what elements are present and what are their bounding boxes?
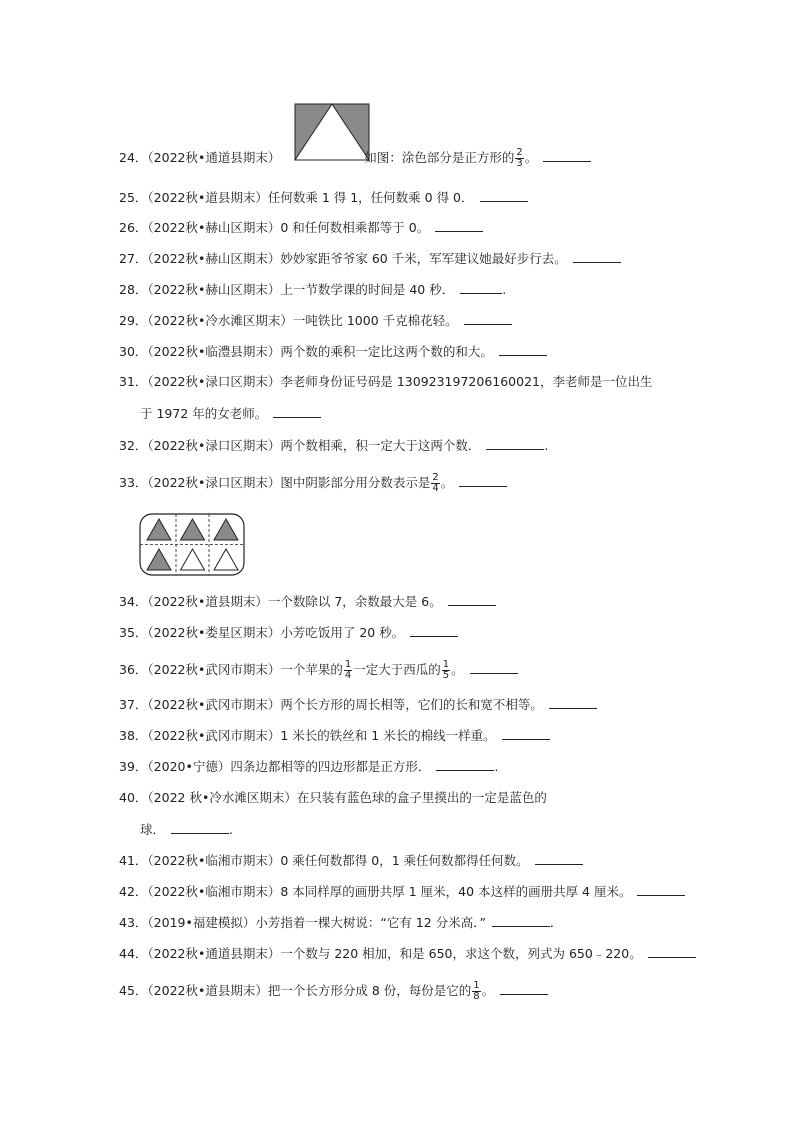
number-dot: ． [134, 662, 148, 677]
question-text: 四条边都相等的四边形都是正方形． [230, 759, 431, 774]
answer-blank[interactable] [502, 727, 550, 740]
question-number: 40 [119, 790, 135, 805]
question-text: 一个苹果的 [280, 662, 343, 677]
question-38 [119, 727, 550, 744]
trailing-period: . [544, 438, 549, 453]
fraction-2-denominator: 5 [442, 670, 450, 681]
question-text-tail: 。 [481, 983, 495, 998]
number-dot: ． [134, 220, 148, 235]
question-number: 24 [119, 150, 135, 165]
question-number: 31 [119, 374, 135, 389]
question-number: 35 [119, 625, 135, 640]
number-dot: ． [134, 983, 148, 998]
number-dot: ． [134, 475, 148, 490]
question-text: 李老师身份证号码是 130923197206160021，李老师是一位出生 [280, 374, 653, 389]
question-text: 8 本同样厚的画册共厚 1 厘米，40 本这样的画册共厚 4 厘米。 [280, 884, 632, 899]
answer-blank[interactable] [480, 189, 528, 202]
question-number: 45 [119, 983, 135, 998]
fraction [515, 148, 523, 169]
fraction-numerator: 2 [432, 472, 439, 483]
answer-blank[interactable] [637, 883, 685, 896]
number-dot: ． [134, 282, 148, 297]
question-text: 1 米长的铁丝和 1 米长的棉线一样重。 [280, 728, 496, 743]
question-37 [119, 696, 597, 713]
question-number: 33 [119, 475, 135, 490]
question-24 [119, 148, 591, 169]
number-dot: ． [134, 759, 148, 774]
question-source: （2022秋•赫山区期末） [147, 282, 281, 297]
question-source: （2022秋•临澧县期末） [147, 344, 281, 359]
answer-blank[interactable] [500, 982, 548, 995]
number-dot: ． [134, 594, 148, 609]
question-number: 29 [119, 313, 135, 328]
answer-blank[interactable] [464, 312, 512, 325]
question-28 [119, 281, 506, 298]
question-text: 小芳吃饭用了 20 秒。 [280, 625, 405, 640]
question-number: 43 [119, 915, 135, 930]
question-36 [119, 660, 518, 681]
question-29 [119, 312, 512, 329]
question-text: 一个数与 220 相加，和是 650，求这个数，列式为 650﹣220。 [280, 946, 642, 961]
question-40-continuation [140, 821, 233, 838]
number-dot: ． [134, 853, 148, 868]
question-text-tail: 。 [440, 475, 454, 490]
question-source: （2022秋•武冈市期末） [147, 662, 281, 677]
trailing-period: . [229, 822, 233, 837]
answer-blank[interactable] [486, 437, 544, 450]
answer-blank[interactable] [549, 696, 597, 709]
answer-blank[interactable] [273, 405, 321, 418]
question-text: 两个数的乘积一定比这两个数的和大。 [280, 344, 493, 359]
question-text: 0 乘任何数都得 0，1 乘任何数都得任何数。 [280, 853, 529, 868]
question-text: 把一个长方形分成 8 份，每份是它的 [267, 983, 472, 998]
question-45 [119, 981, 548, 1002]
question-text: 在只装有蓝色球的盒子里摸出的一定是蓝色的 [296, 790, 547, 805]
question-source: （2022秋•道县期末） [147, 983, 268, 998]
answer-blank[interactable] [410, 624, 458, 637]
fraction-numerator: 1 [344, 659, 352, 670]
question-text: 上一节数学课的时间是 40 秒． [280, 282, 455, 297]
question-34 [119, 593, 496, 610]
answer-blank[interactable] [470, 661, 518, 674]
number-dot: ． [134, 313, 148, 328]
question-43 [119, 914, 554, 931]
question-source: （2022秋•渌口区期末） [147, 438, 281, 453]
question-39 [119, 758, 498, 775]
answer-blank[interactable] [460, 281, 502, 294]
number-dot: ． [134, 697, 148, 712]
question-text: 两个数相乘，积一定大于这两个数． [280, 438, 481, 453]
question-source: （2022秋•娄星区期末） [147, 625, 281, 640]
question-number: 41 [119, 853, 135, 868]
question-number: 27 [119, 251, 135, 266]
question-source: （2022秋•道县期末） [147, 594, 268, 609]
number-dot: ． [134, 251, 148, 266]
question-number: 42 [119, 884, 135, 899]
question-number: 34 [119, 594, 135, 609]
question-source: （2022秋•通道县期末） [147, 150, 281, 165]
answer-blank[interactable] [543, 149, 591, 162]
question-25 [119, 189, 528, 206]
question-number: 37 [119, 697, 135, 712]
fraction-denominator: 3 [516, 158, 523, 169]
fraction-2 [442, 660, 450, 681]
question-text: 0 和任何数相乘都等于 0。 [280, 220, 430, 235]
answer-blank[interactable] [573, 250, 621, 263]
question-source: （2022秋•渌口区期末） [147, 475, 281, 490]
question-number: 30 [119, 344, 135, 359]
fraction [431, 473, 439, 494]
answer-blank[interactable] [459, 474, 507, 487]
fraction-numerator: 1 [473, 980, 480, 991]
fraction-denominator: 4 [344, 670, 352, 681]
question-number: 25 [119, 190, 135, 205]
question-source: （2022秋•赫山区期末） [147, 251, 281, 266]
trailing-period: . [502, 282, 507, 297]
question-text: 妙妙家距爷爷家 60 千米，军军建议她最好步行去。 [280, 251, 567, 266]
question-40 [119, 790, 547, 806]
number-dot: ． [134, 884, 148, 899]
triangles-box-figure [139, 513, 245, 576]
question-text: 如图：涂色部分是正方形的 [364, 150, 515, 165]
question-33 [119, 473, 507, 494]
question-text: 两个长方形的周长相等，它们的长和宽不相等。 [280, 697, 543, 712]
question-source: （2022秋•临湘市期末） [147, 884, 281, 899]
number-dot: ． [134, 946, 148, 961]
question-text: 任何数乘 1 得 1，任何数乘 0 得 0． [267, 190, 474, 205]
trailing-period: . [549, 915, 554, 930]
question-text: 一吨铁比 1000 千克棉花轻。 [292, 313, 458, 328]
question-41 [119, 852, 583, 869]
question-number: 38 [119, 728, 135, 743]
question-text: 小芳指着一棵大树说：“它有 12 分米高．” [255, 915, 486, 930]
question-source: （2022秋•临湘市期末） [147, 853, 281, 868]
number-dot: ． [134, 374, 148, 389]
question-32 [119, 437, 548, 454]
question-44 [119, 945, 696, 962]
fraction-denominator: 8 [473, 991, 480, 1002]
number-dot: ． [134, 190, 148, 205]
fraction-2-numerator: 1 [442, 659, 450, 670]
number-dot: ． [134, 915, 148, 930]
fraction [472, 981, 480, 1002]
fraction-numerator: 2 [516, 147, 523, 158]
question-source: （2022秋•武冈市期末） [147, 697, 281, 712]
question-35 [119, 624, 458, 641]
question-source: （2020•宁德） [147, 759, 231, 774]
number-dot: ． [134, 790, 148, 805]
question-text-continued: 球． [140, 822, 166, 837]
answer-blank[interactable] [492, 914, 550, 927]
question-text-tail: 。 [451, 662, 464, 677]
fraction [344, 660, 352, 681]
answer-blank[interactable] [535, 852, 583, 865]
trailing-period: . [494, 759, 499, 774]
number-dot: ． [134, 438, 148, 453]
answer-blank[interactable] [436, 758, 494, 771]
question-number: 36 [119, 662, 135, 677]
question-source: （2022秋•道县期末） [147, 190, 268, 205]
question-source: （2019•福建模拟） [147, 915, 256, 930]
question-31-continuation [140, 405, 321, 422]
answer-blank[interactable] [499, 343, 547, 356]
number-dot: ． [134, 625, 148, 640]
fraction-denominator: 4 [432, 483, 439, 494]
question-31 [119, 374, 653, 390]
question-source: （2022秋•渌口区期末） [147, 374, 281, 389]
question-number: 28 [119, 282, 135, 297]
question-source: （2022秋•武冈市期末） [147, 728, 281, 743]
question-number: 26 [119, 220, 135, 235]
answer-blank[interactable] [448, 593, 496, 606]
question-27 [119, 250, 621, 267]
question-26 [119, 219, 483, 236]
question-42 [119, 883, 685, 900]
question-source: （2022 秋•冷水滩区期末） [147, 790, 297, 805]
question-text-tail: 。 [524, 150, 538, 165]
question-source: （2022秋•冷水滩区期末） [147, 313, 293, 328]
answer-blank[interactable] [171, 821, 229, 834]
question-text-continued: 于 1972 年的女老师。 [140, 406, 268, 421]
question-text: 图中阴影部分用分数表示是 [280, 475, 431, 490]
question-number: 44 [119, 946, 135, 961]
question-text: 一个数除以 7，余数最大是 6。 [267, 594, 442, 609]
answer-blank[interactable] [435, 219, 483, 232]
question-text-mid: 一定大于西瓜的 [353, 662, 441, 677]
question-number: 39 [119, 759, 135, 774]
question-number: 32 [119, 438, 135, 453]
question-source: （2022秋•通道县期末） [147, 946, 281, 961]
number-dot: ． [134, 344, 148, 359]
number-dot: ． [134, 150, 148, 165]
answer-blank[interactable] [648, 945, 696, 958]
number-dot: ． [134, 728, 148, 743]
question-30 [119, 343, 547, 360]
question-source: （2022秋•赫山区期末） [147, 220, 281, 235]
